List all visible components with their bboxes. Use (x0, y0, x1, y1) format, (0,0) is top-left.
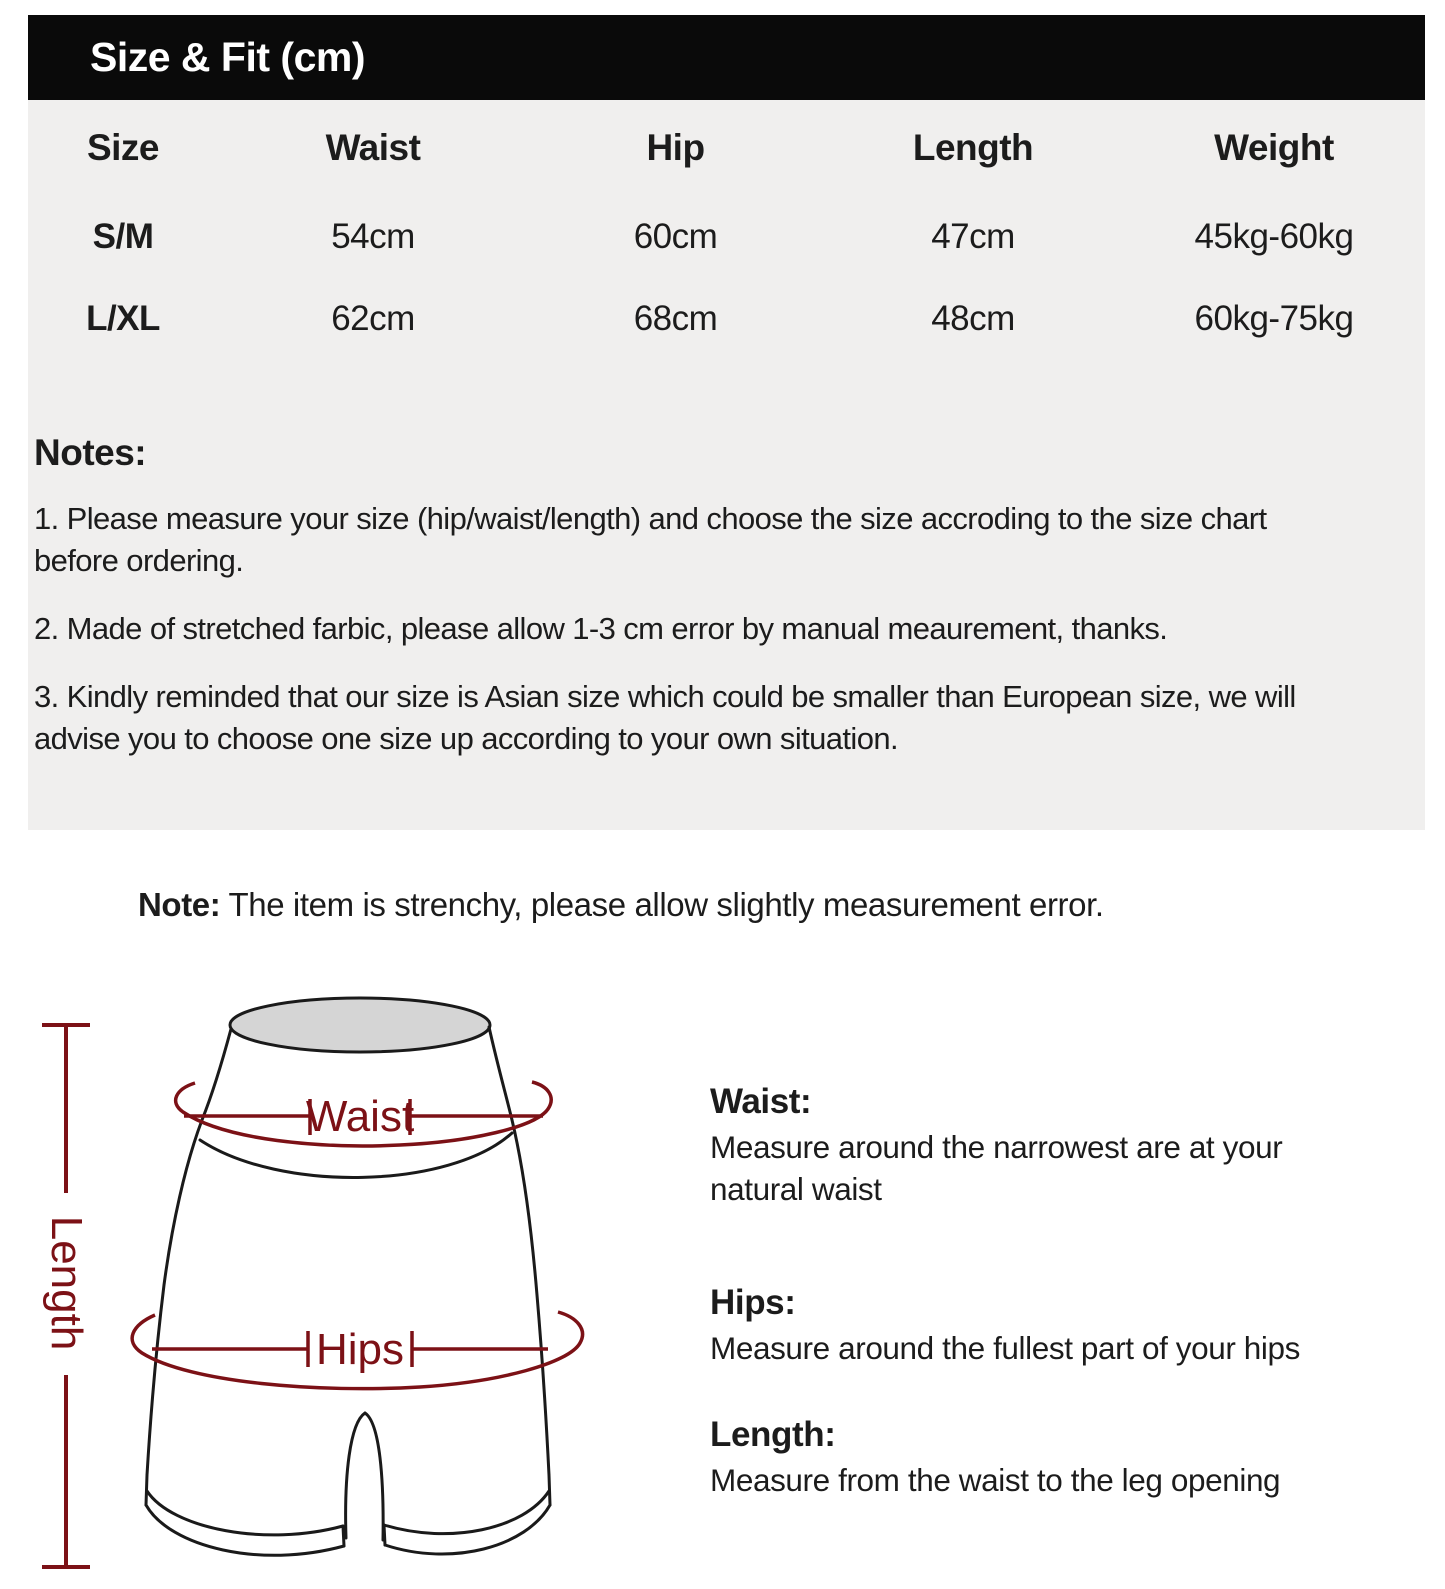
table-cell-waist: 62cm (331, 299, 415, 338)
measuring-guide (710, 1082, 1445, 1501)
guide-length-line-1: Measure from the waist to the leg opening (710, 1462, 1281, 1498)
col-header-waist: Waist (325, 127, 421, 168)
table-cell-waist: 54cm (331, 217, 415, 256)
page-title: Size & Fit (cm) (90, 34, 365, 80)
guide-hips-heading: Hips: (710, 1283, 796, 1322)
measurement-diagram (20, 975, 720, 1589)
col-header-hip: Hip (646, 127, 705, 168)
guide-length-heading: Length: (710, 1415, 836, 1454)
guide-waist-line-2: natural waist (710, 1171, 882, 1207)
guide-waist-heading: Waist: (710, 1082, 812, 1121)
note-item-2-line-1: 2. Made of stretched farbic, please allow 1-3 cm error by manual meaurement, thanks. (34, 611, 1168, 646)
guide-waist (710, 1082, 1445, 1210)
stretch-note-text: The item is strenchy, please allow slightly measurement error. (220, 886, 1104, 923)
col-header-length: Length (912, 127, 1034, 168)
hips-label: Hips (315, 1325, 405, 1374)
notes-section (34, 432, 1401, 786)
guide-hips-line-1: Measure around the fullest part of your hips (710, 1330, 1300, 1366)
col-header-weight: Weight (1214, 127, 1334, 168)
table-cell-weight: 45kg-60kg (1194, 217, 1354, 256)
size-table (28, 100, 1425, 360)
waist-label: Waist (305, 1092, 415, 1141)
length-label: Length (42, 1215, 91, 1351)
guide-length (710, 1415, 1445, 1501)
note-item-1 (34, 498, 1401, 582)
size-fit-panel (28, 100, 1425, 830)
note-item-3-line-2: advise you to choose one size up according to your own situation. (34, 721, 898, 756)
waistband-opening (230, 998, 490, 1052)
stretch-note-label: Note: (138, 886, 221, 923)
section-header-bar (28, 15, 1425, 100)
note-item-1-line-1: 1. Please measure your size (hip/waist/length) and choose the size accroding to the size chart (34, 501, 1267, 536)
table-cell-size: L/XL (86, 299, 160, 338)
shorts-measurement-illustration (20, 975, 720, 1589)
table-cell-size: S/M (92, 217, 154, 256)
col-header-size: Size (86, 127, 160, 168)
table-cell-length: 47cm (931, 217, 1015, 256)
note-item-3 (34, 676, 1401, 760)
note-item-1-line-2: before ordering. (34, 543, 244, 578)
guide-waist-line-1: Measure around the narrowest are at your (710, 1129, 1283, 1165)
note-item-3-line-1: 3. Kindly reminded that our size is Asian size which could be smaller than European size, we will (34, 679, 1296, 714)
table-cell-weight: 60kg-75kg (1194, 299, 1354, 338)
note-item-2 (34, 608, 1401, 650)
table-cell-length: 48cm (931, 299, 1015, 338)
table-cell-hip: 60cm (633, 217, 718, 256)
guide-hips (710, 1283, 1445, 1369)
notes-heading: Notes: (34, 432, 147, 473)
stretch-note (138, 886, 1104, 924)
table-cell-hip: 68cm (633, 299, 718, 338)
